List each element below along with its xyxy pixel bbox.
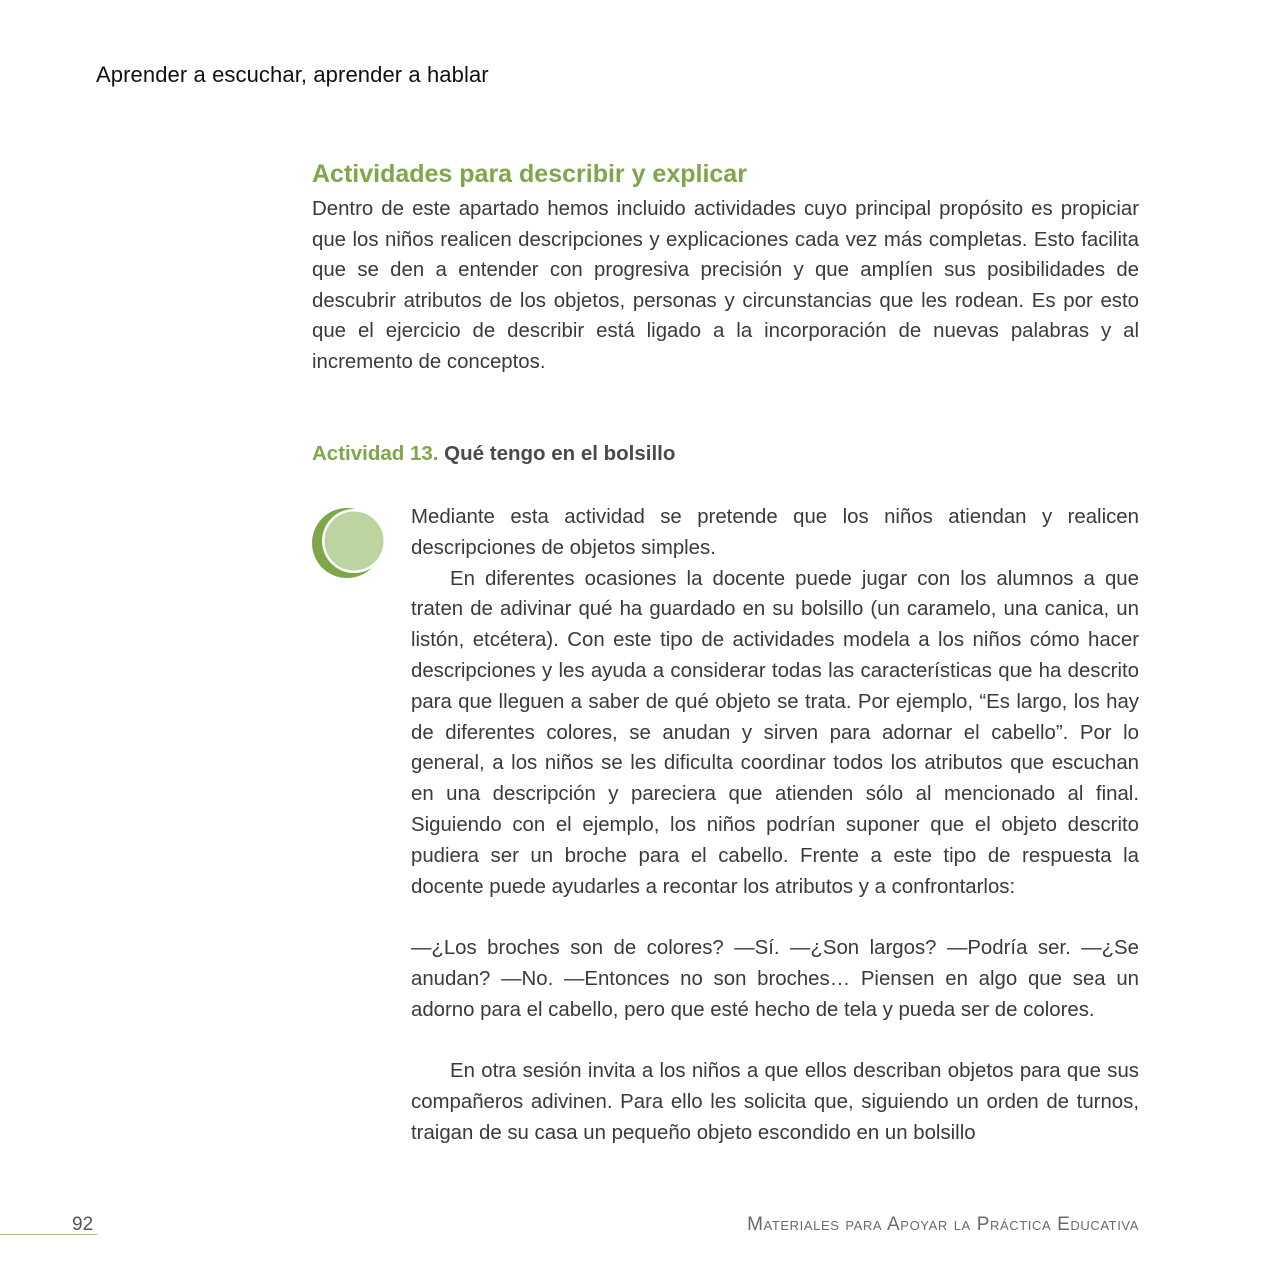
activity-paragraph-4: En otra sesión invita a los niños a que ellos describan objetos para que sus compañeros adivinen. Para ello les solicita que, siguiendo un orden de turnos, traigan de su casa un pequeño objeto escondido en un bolsillo	[411, 1060, 1139, 1144]
section-intro-paragraph: Dentro de este apartado hemos incluido actividades cuyo principal propósito es propiciar que los niños realicen descripciones y explicaciones cada vez más completas. Esto facilita que se den a entender con progresiva precisión y que amplíen sus posibilidades de descubrir atributos de los objetos, personas y circunstancias que les rodean. Es por esto que el ejercicio de describir está ligado a la incorporación de nuevas palabras y al incremento de conceptos.	[312, 198, 1139, 373]
page-number: 92	[72, 1214, 94, 1235]
activity-paragraph-1: Mediante esta actividad se pretende que los niños atiendan y realicen descripciones de objetos simples.	[411, 506, 1139, 559]
activity-body	[411, 502, 1139, 1149]
activity-heading	[312, 442, 675, 466]
running-header: Aprender a escuchar, aprender a hablar	[96, 62, 489, 87]
activity-paragraph-2: En diferentes ocasiones la docente puede jugar con los alumnos a que traten de adivinar qué ha guardado en su bolsillo (un caramelo, una canica, un listón, etcétera). Con este tipo de actividades modela a los niños cómo hacer descripciones y les ayuda a considerar todas las características que ha descrito para que lleguen a saber de qué objeto se trata. Por ejemplo, “Es largo, los hay de diferentes colores, se anudan y sirven para adornar el cabello”. Por lo general, a los niños se les dificulta coordinar todos los atributos que escuchan en una descripción y pareciera que atienden sólo al mencionado al final. Siguiendo con el ejemplo, los niños podrían suponer que el objeto descrito pudiera ser un broche para el cabello. Frente a este tipo de respuesta la docente puede ayudarles a recontar los atributos y a confrontarlos:	[411, 567, 1139, 898]
green-circle-icon	[310, 506, 390, 580]
dialogue-paragraph: —¿Los broches son de colores? —Sí. —¿Son largos? —Podría ser. —¿Se anudan? —No. —Entonces no son broches… Piensen en algo que sea un adorno para el cabello, pero que esté hecho de tela y pueda ser de colores.	[411, 937, 1139, 1021]
activity-name: Qué tengo en el bolsillo	[444, 442, 676, 465]
activity-number: Actividad 13.	[312, 442, 439, 465]
footer-series-title: Materiales para Apoyar la Práctica Educativa	[747, 1214, 1139, 1235]
section-title: Actividades para describir y explicar	[312, 160, 747, 188]
